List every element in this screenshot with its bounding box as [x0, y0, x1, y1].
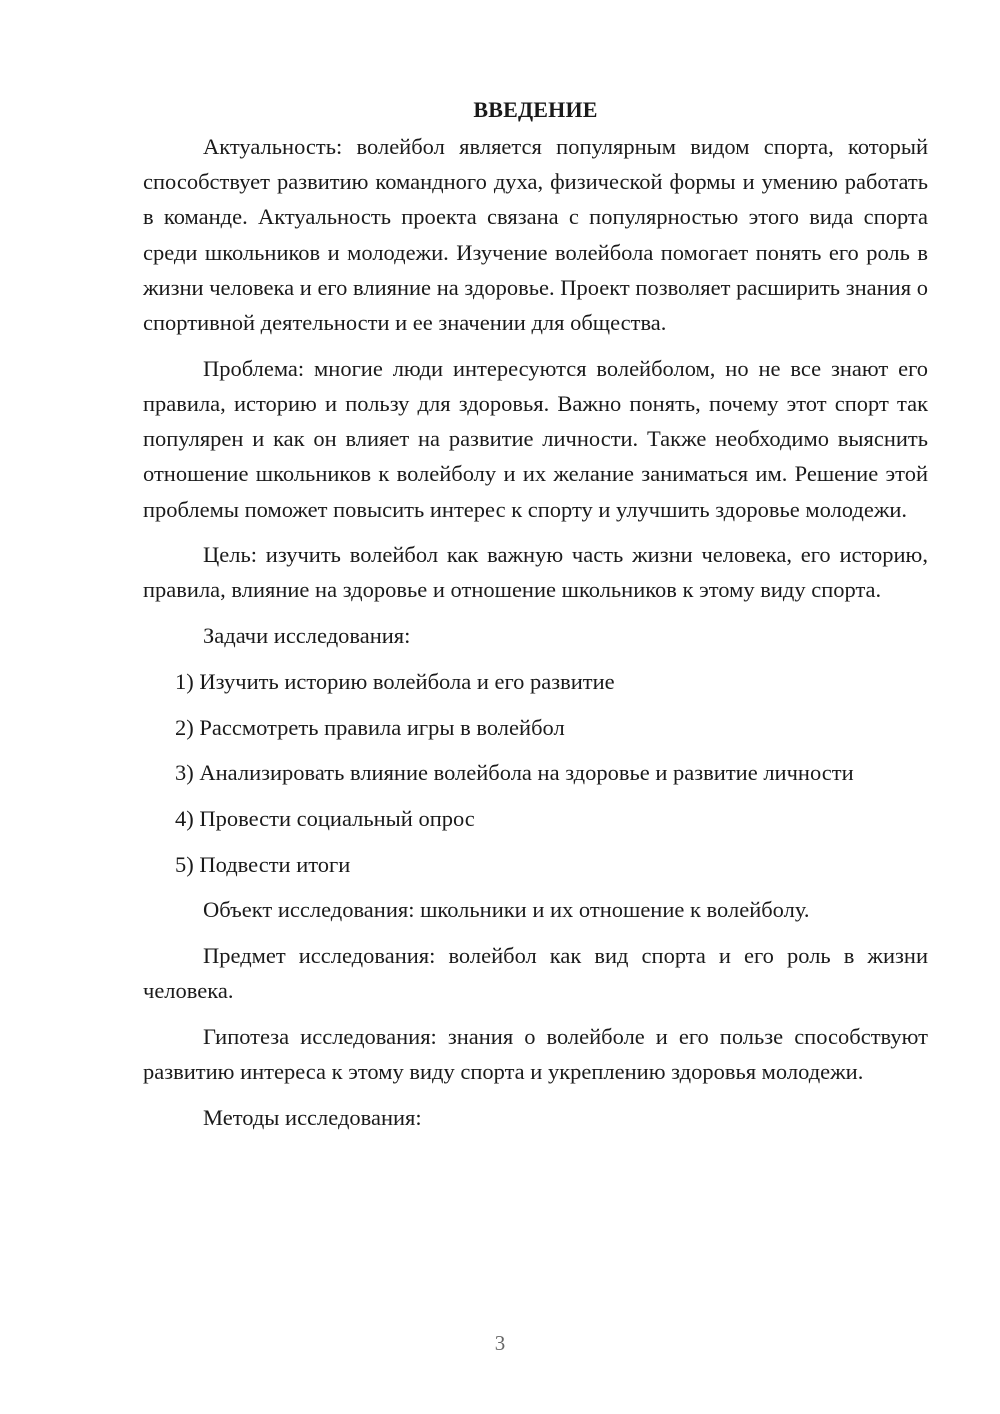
- paragraph-relevance: Актуальность: волейбол является популярным видом спорта, который способствует развитию командного духа, физической формы и умению работать в команде. Актуальность проекта связана с популярностью этого вида спорта среди школьников и молодежи. Изучение волейбола помогает понять его роль в жизни человека и его влияние на здоровье. Проект позволяет расширить знания о спортивной деятельности и ее значении для общества.: [143, 134, 928, 336]
- list-item: 2) Рассмотреть правила игры в волейбол: [175, 714, 565, 740]
- paragraph-object: Объект исследования: школьники и их отношение к волейболу.: [203, 897, 810, 923]
- list-item: 3) Анализировать влияние волейбола на здоровье и развитие личности: [175, 760, 854, 786]
- list-item: 1) Изучить историю волейбола и его развитие: [175, 668, 615, 694]
- list-item: 5) Подвести итоги: [175, 851, 351, 877]
- paragraph-methods-heading: Методы исследования:: [203, 1104, 422, 1130]
- tasks-list: [143, 664, 928, 882]
- paragraph-goal: Цель: изучить волейбол как важную часть жизни человека, его историю, правила, влияние на здоровье и отношение школьников к этому виду спорта.: [143, 542, 928, 603]
- paragraph-subject: Предмет исследования: волейбол как вид спорта и его роль в жизни человека.: [143, 943, 928, 1004]
- paragraph-hypothesis: Гипотеза исследования: знания о волейболе и его пользе способствуют развитию интереса к этому виду спорта и укреплению здоровья молодежи.: [143, 1023, 928, 1085]
- paragraph-problem: Проблема: многие люди интересуются волейболом, но не все знают его правила, историю и пользу для здоровья. Важно понять, почему этот спорт так популярен и как он влияет на развитие личности. Также необходимо выяснить отношение школьников к волейболу и их желание заниматься им. Решение этой проблемы поможет повысить интерес к спорту и улучшить здоровье молодежи.: [143, 355, 928, 522]
- paragraph-tasks-heading: Задачи исследования:: [203, 623, 411, 649]
- page-number: 3: [494, 1331, 506, 1355]
- list-item: 4) Провести социальный опрос: [175, 805, 475, 831]
- document-page: [143, 92, 928, 1146]
- section-title: ВВЕДЕНИЕ: [473, 97, 598, 122]
